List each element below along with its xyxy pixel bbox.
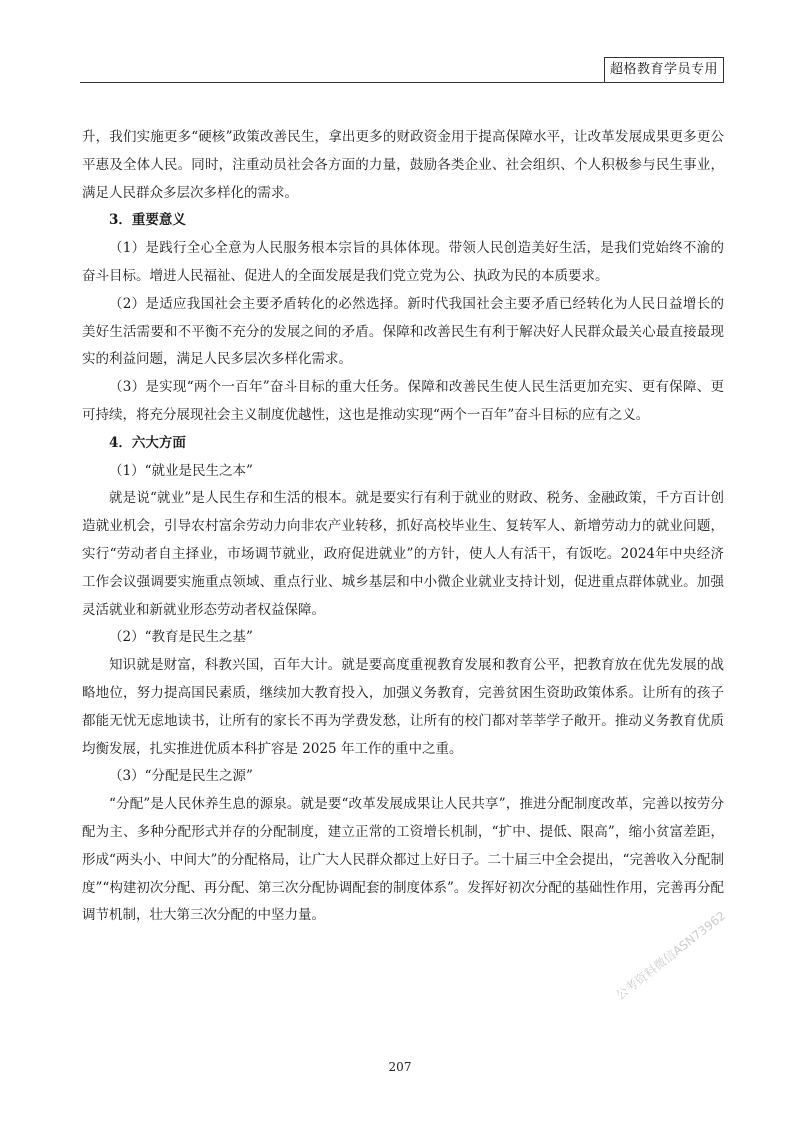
page-number: 207 [388,1060,412,1074]
paragraph-significance-1: （1）是践行全心全意为人民服务根本宗旨的具体体现。带领人民创造美好生活，是我们党始终不渝的奋斗目标。增进人民福祉、促进人的全面发展是我们党立党为公、执政为民的本质要求。 [82,240,724,284]
watermark: 公考资料微信ASN73962 [613,908,729,1003]
subheading-distribution: （3）“分配是民生之源” [109,768,253,785]
header-label: 超格教育学员专用 [604,57,724,83]
section-heading-significance: 3．重要意义 [109,212,186,229]
subheading-employment: （1）“就业是民生之本” [109,462,253,479]
header-rule [80,82,724,83]
paragraph-employment: 就是说“就业”是人民生存和生活的根本。就是要实行有利于就业的财政、税务、金融政策，千方百计创造就业机会，引导农村富余劳动力向非农产业转移，抓好高校毕业生、复转军人、新增劳动力的就业问题，实行“劳动者自主择业，市场调节就业，政府促进就业”的方针，使人人有活干，有饭吃。2024年中央经济工作会议强调要实施重点领域、重点行业、城乡基层和中小微企业就业支持计划，促进重点群体就业。加强灵活就业和新就业形态劳动者权益保障。 [82,490,724,618]
paragraph-significance-2: （2）是适应我国社会主要矛盾转化的必然选择。新时代我国社会主要矛盾已经转化为人民日益增长的美好生活需要和不平衡不充分的发展之间的矛盾。保障和改善民生有利于解决好人民群众最关心最直接最现实的利益问题，满足人民多层次多样化需求。 [82,295,724,368]
paragraph-distribution: “分配”是人民休养生息的源泉。就是要“改革发展成果让人民共享”，推进分配制度改革，完善以按劳分配为主、多种分配形式并存的分配制度，建立正常的工资增长机制，“扩中、提低、限高”，缩小贫富差距，形成“两头小、中间大”的分配格局，让广大人民群众都过上好日子。二十届三中全会提出，“完善收入分配制度”“构建初次分配、再分配、第三次分配协调配套的制度体系”。发挥好初次分配的基础性作用，完善再分配调节机制，壮大第三次分配的中坚力量。 [82,796,724,924]
page-body [82,124,724,930]
subheading-education: （2）“教育是民生之基” [109,629,253,646]
paragraph-continued: 升，我们实施更多“硬核”政策改善民生，拿出更多的财政资金用于提高保障水平，让改革发展成果更多更公平惠及全体人民。同时，注重动员社会各方面的力量，鼓励各类企业、社会组织、个人积极参与民生事业，满足人民群众多层次多样化的需求。 [82,129,724,201]
paragraph-significance-3: （3）是实现“两个一百年”奋斗目标的重大任务。保障和改善民生使人民生活更加充实、更有保障、更可持续，将充分展现社会主义制度优越性，这也是推动实现“两个一百年”奋斗目标的应有之义。 [82,379,724,423]
paragraph-education: 知识就是财富，科教兴国，百年大计。就是要高度重视教育发展和教育公平，把教育放在优先发展的战略地位，努力提高国民素质，继续加大教育投入，加强义务教育，完善贫困生资助政策体系。让所有的孩子都能无忧无虑地读书，让所有的家长不再为学费发愁，让所有的校门都对莘莘学子敞开。推动义务教育优质均衡发展，扎实推进优质本科扩容是 2025 年工作的重中之重。 [82,657,724,757]
section-heading-six-aspects: 4．六大方面 [109,434,186,451]
